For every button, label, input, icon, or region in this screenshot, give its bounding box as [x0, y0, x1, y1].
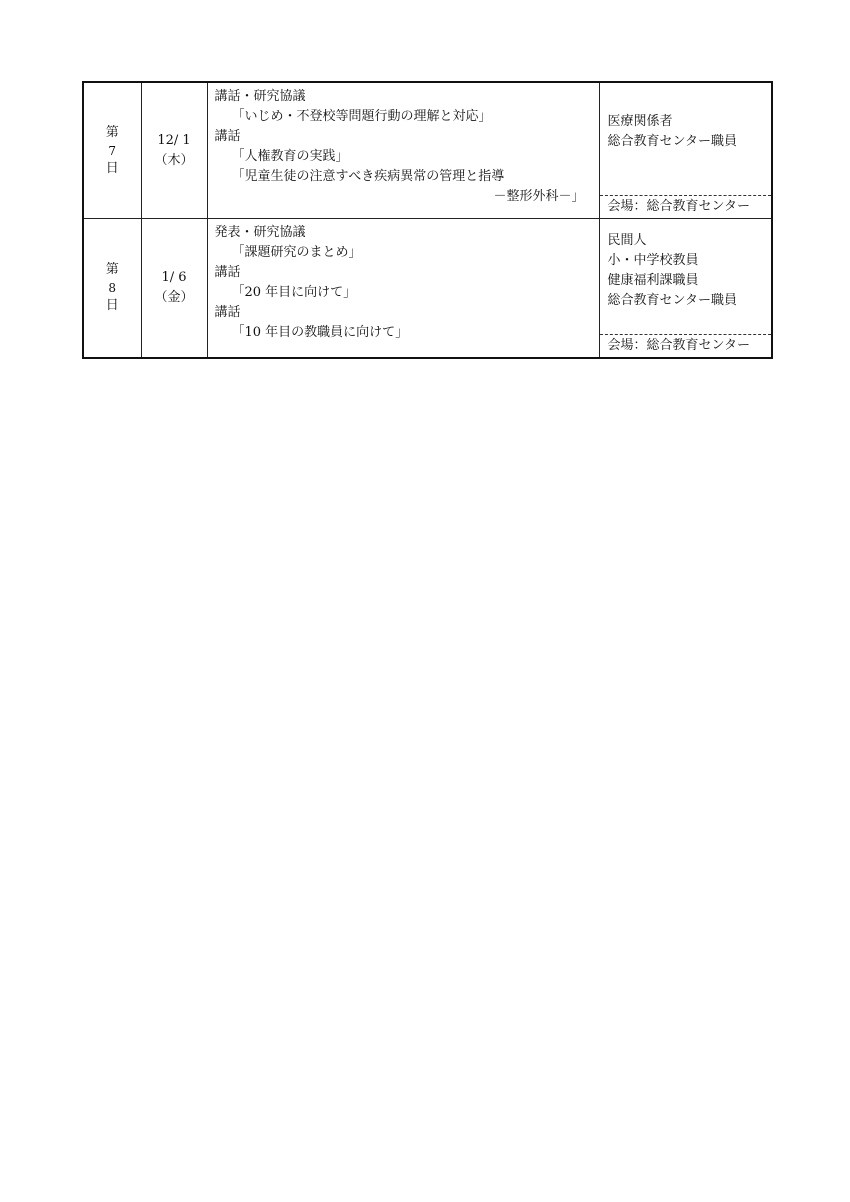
staff-item: 小・中学校教員 — [607, 253, 699, 268]
staff-cell — [599, 82, 772, 219]
training-schedule-table — [82, 81, 773, 359]
content-heading: 講話・研究協議 — [214, 89, 306, 104]
venue-label: 会場：総合教育センター — [600, 334, 772, 357]
staff-list — [600, 83, 772, 195]
content-cell — [207, 82, 599, 219]
venue-label: 会場：総合教育センター — [600, 195, 772, 218]
day-prefix: 第 — [105, 262, 119, 277]
staff-item: 総合教育センター職員 — [607, 293, 737, 308]
weekday-text: （金） — [154, 290, 194, 305]
schedule-row-day-7 — [83, 82, 772, 219]
content-topic: 「20 年目に向けて」 — [231, 285, 357, 300]
date-cell — [141, 82, 207, 219]
staff-item: 健康福利課職員 — [607, 273, 699, 288]
staff-item: 総合教育センター職員 — [607, 134, 737, 149]
content-heading: 講話 — [214, 305, 241, 320]
date-text: 1/ 6 — [161, 270, 187, 285]
day-number-cell — [83, 219, 141, 359]
staff-list — [600, 219, 772, 334]
day-suffix: 日 — [105, 160, 119, 176]
content-topic: 「いじめ・不登校等問題行動の理解と対応」 — [231, 109, 492, 124]
day-number: 8 — [108, 281, 117, 295]
content-topic: 「児童生徒の注意すべき疾病異常の管理と指導 — [231, 169, 505, 184]
staff-cell — [599, 219, 772, 359]
content-cell — [207, 219, 599, 359]
day-number: 7 — [108, 143, 117, 158]
content-heading: 発表・研究協議 — [214, 225, 306, 240]
content-topic-continuation: －整形外科－」 — [493, 189, 585, 204]
weekday-text: （木） — [154, 152, 194, 168]
staff-item: 医療関係者 — [607, 114, 673, 129]
content-topic: 「課題研究のまとめ」 — [231, 245, 362, 260]
content-heading: 講話 — [214, 265, 241, 280]
schedule-row-day-8 — [83, 219, 772, 359]
staff-item: 民間人 — [607, 233, 647, 248]
content-topic: 「人権教育の実践」 — [231, 149, 349, 164]
day-suffix: 日 — [105, 298, 119, 313]
content-heading: 講話 — [214, 129, 241, 144]
day-number-cell — [83, 82, 141, 219]
day-prefix: 第 — [105, 124, 119, 140]
content-topic: 「10 年目の教職員に向けて」 — [231, 325, 409, 340]
date-cell — [141, 219, 207, 359]
date-text: 12/ 1 — [157, 132, 191, 148]
